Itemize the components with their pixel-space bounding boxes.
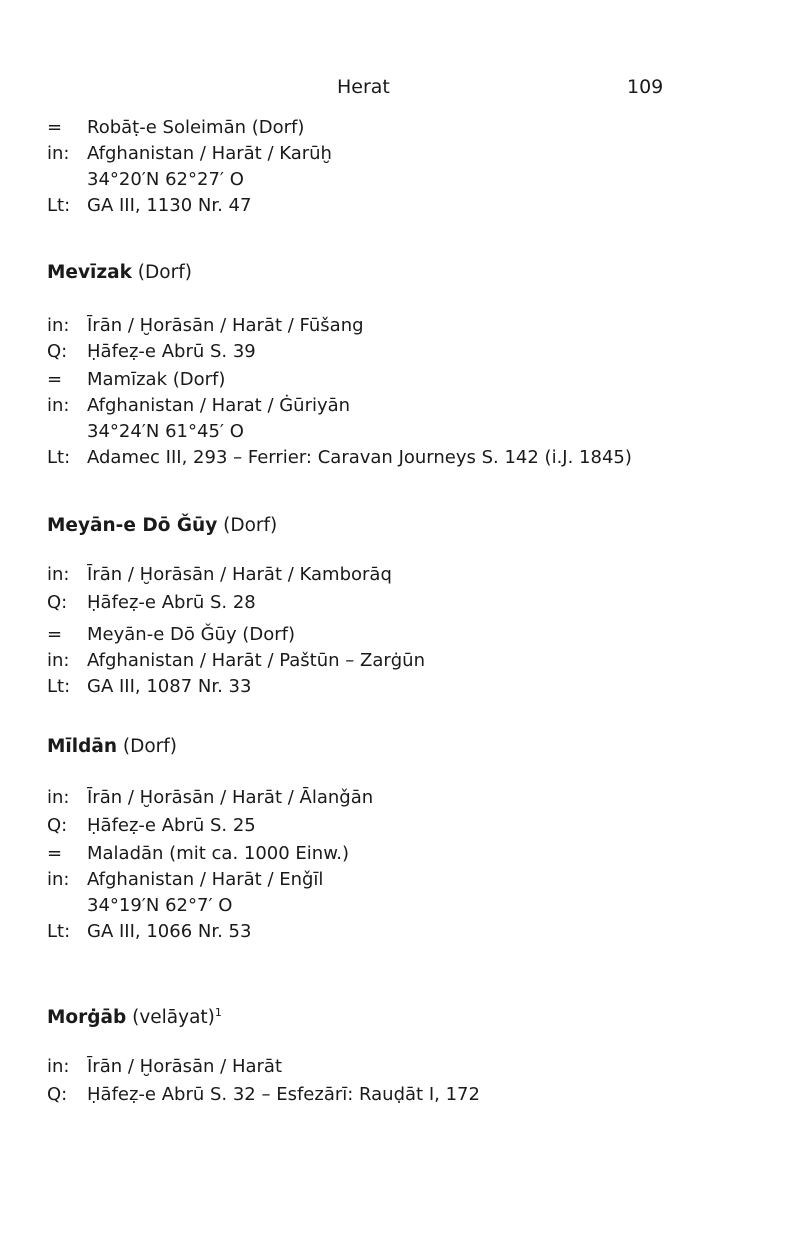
entry-line: in: Īrān / Ḫorāsān / Harāt / Fūšang <box>47 315 364 336</box>
entry-line: Q: Ḥāfeẓ-e Abrū S. 28 <box>47 592 256 613</box>
entry-heading: Mīldān (Dorf) <box>47 736 177 757</box>
entry-line: in: Afghanistan / Harāt / Karūḫ <box>47 143 332 164</box>
entry-heading: Mevīzak (Dorf) <box>47 262 192 283</box>
footnote-marker: 1 <box>214 1006 222 1019</box>
entry-line: Q: Ḥāfeẓ-e Abrū S. 32 – Esfezārī: Rauḍāt I, 172 <box>47 1084 480 1105</box>
entry-line: Q: Ḥāfeẓ-e Abrū S. 25 <box>47 815 256 836</box>
entry-line: in: Afghanistan / Harāt / Enǧīl <box>47 869 324 890</box>
page-number: 109 <box>627 76 664 98</box>
entry-line: 34°19′N 62°7′ O <box>87 895 233 916</box>
entry-line: 34°24′N 61°45′ O <box>87 421 244 442</box>
running-header <box>0 76 800 106</box>
running-title: Herat <box>337 76 390 98</box>
entry-line: 34°20′N 62°27′ O <box>87 169 244 190</box>
entry-line: = Maladān (mit ca. 1000 Einw.) <box>47 843 350 864</box>
entry-heading: Meyān-e Dō Ǧūy (Dorf) <box>47 515 278 536</box>
entry-line: Lt: GA III, 1066 Nr. 53 <box>47 921 252 942</box>
entry-line: Q: Ḥāfeẓ-e Abrū S. 39 <box>47 341 256 362</box>
entry-heading: Morġāb (velāyat)$^1$ <box>47 1006 222 1029</box>
entry-line: = Meyān-e Dō Ǧūy (Dorf) <box>47 624 295 645</box>
entry-line: Lt: GA III, 1087 Nr. 33 <box>47 676 252 697</box>
entry-line: in: Īrān / Ḫorāsān / Harāt <box>47 1056 283 1077</box>
entry-line: in: Īrān / Ḫorāsān / Harāt / Kamborāq <box>47 564 392 585</box>
entry-line: = Mamīzak (Dorf) <box>47 369 226 390</box>
entry-line: in: Afghanistan / Harāt / Paštūn – Zarġūn <box>47 650 426 671</box>
entry-line: Lt: GA III, 1130 Nr. 47 <box>47 195 252 216</box>
entry-line: in: Īrān / Ḫorāsān / Harāt / Ālanǧān <box>47 787 374 808</box>
entry-line: = Robāṭ-e Soleimān (Dorf) <box>47 117 305 138</box>
entry-line: in: Afghanistan / Harat / Ġūriyān <box>47 395 351 416</box>
entry-line: Lt: Adamec III, 293 – Ferrier: Caravan Journeys S. 142 (i.J. 1845) <box>47 447 632 468</box>
